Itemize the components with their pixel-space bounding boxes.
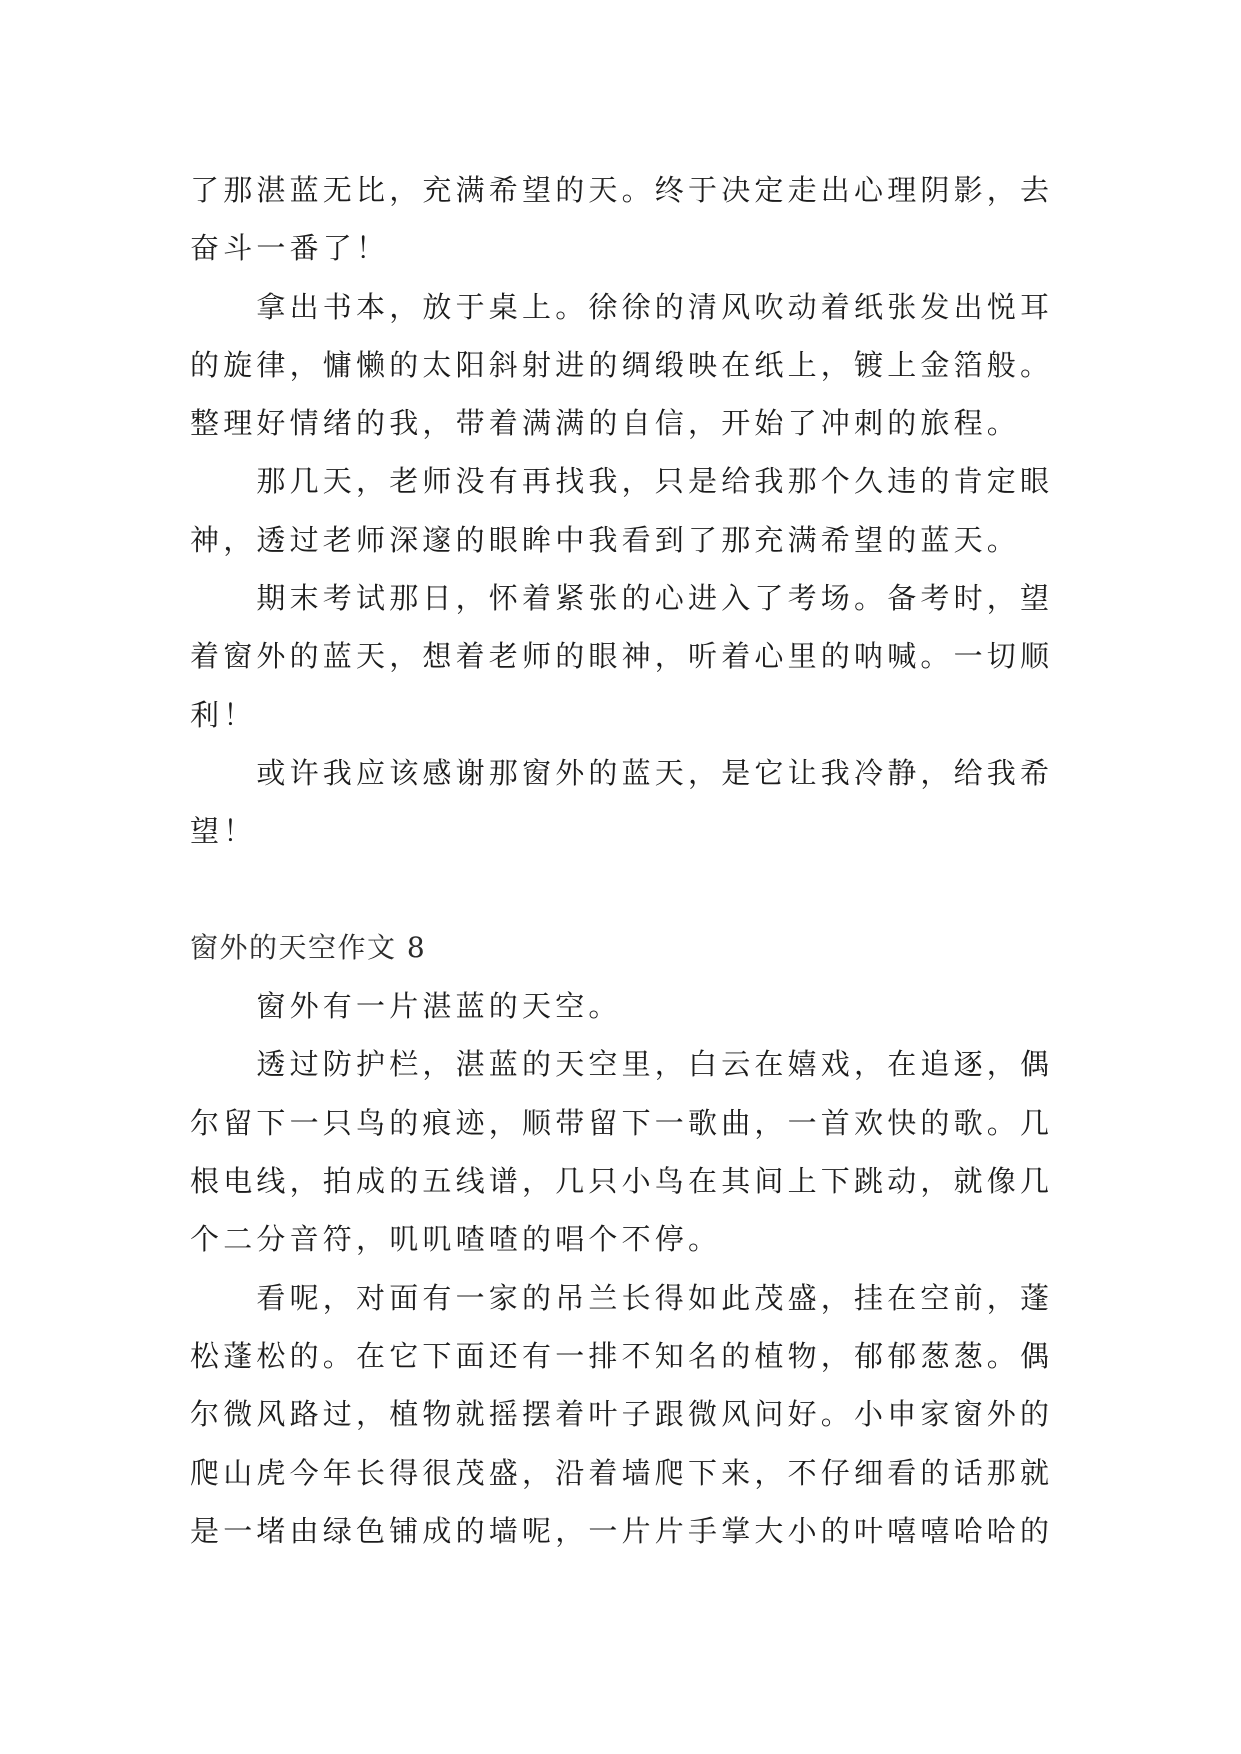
paragraph xyxy=(190,569,1070,744)
section-spacer xyxy=(190,861,1070,919)
paragraph-line: 是一堵由绿色铺成的墙呢，一片片手掌大小的叶嘻嘻哈哈的 xyxy=(190,1513,1054,1548)
paragraph-line: 个二分音符，叽叽喳喳的唱个不停。 xyxy=(190,1222,722,1257)
paragraph xyxy=(190,161,1070,278)
paragraph-line: 尔留下一只鸟的痕迹，顺带留下一歌曲，一首欢快的歌。几 xyxy=(190,1105,1054,1140)
paragraph xyxy=(190,977,1070,1035)
paragraph-line: 根电线，拍成的五线谱，几只小鸟在其间上下跳动，就像几 xyxy=(190,1164,1054,1199)
document-body xyxy=(190,161,1070,1560)
paragraph-line: 爬山虎今年长得很茂盛，沿着墙爬下来，不仔细看的话那就 xyxy=(190,1455,1054,1490)
paragraph-line: 窗外有一片湛蓝的天空。 xyxy=(256,989,622,1024)
paragraph xyxy=(190,1269,1070,1560)
paragraph-line: 的旋律，慵懒的太阳斜射进的绸缎映在纸上，镀上金箔般。 xyxy=(190,347,1054,382)
paragraph-line: 神，透过老师深邃的眼眸中我看到了那充满希望的蓝天。 xyxy=(190,522,1021,557)
paragraph-line: 或许我应该感谢那窗外的蓝天，是它让我冷静，给我希 xyxy=(256,755,1054,790)
essay-title: 窗外的天空作文 8 xyxy=(190,930,427,964)
paragraph-line: 松蓬松的。在它下面还有一排不知名的植物，郁郁葱葱。偶 xyxy=(190,1338,1054,1373)
paragraph xyxy=(190,1035,1070,1268)
paragraph xyxy=(190,278,1070,453)
paragraph-line: 奋斗一番了！ xyxy=(190,231,390,266)
paragraph-line: 望！ xyxy=(190,814,257,849)
paragraph-line: 那几天，老师没有再找我，只是给我那个久违的肯定眼 xyxy=(256,464,1054,499)
paragraph-line: 尔微风路过，植物就摇摆着叶子跟微风问好。小申家窗外的 xyxy=(190,1397,1054,1432)
paragraph-line: 了那湛蓝无比，充满希望的天。终于决定走出心理阴影，去 xyxy=(190,173,1054,207)
paragraph xyxy=(190,744,1070,861)
paragraph-line: 看呢，对面有一家的吊兰长得如此茂盛，挂在空前，蓬 xyxy=(256,1280,1054,1315)
paragraph xyxy=(190,452,1070,569)
paragraph-line: 着窗外的蓝天，想着老师的眼神，听着心里的呐喊。一切顺 xyxy=(190,639,1054,674)
paragraph-line: 利！ xyxy=(190,697,257,732)
paragraph-line: 期末考试那日，怀着紧张的心进入了考场。备考时，望 xyxy=(256,581,1054,616)
paragraph-line: 透过防护栏，湛蓝的天空里，白云在嬉戏，在追逐，偶 xyxy=(256,1047,1054,1082)
paragraph-line: 整理好情绪的我，带着满满的自信，开始了冲刺的旅程。 xyxy=(190,406,1021,441)
paragraph-line: 拿出书本，放于桌上。徐徐的清风吹动着纸张发出悦耳 xyxy=(256,289,1054,324)
